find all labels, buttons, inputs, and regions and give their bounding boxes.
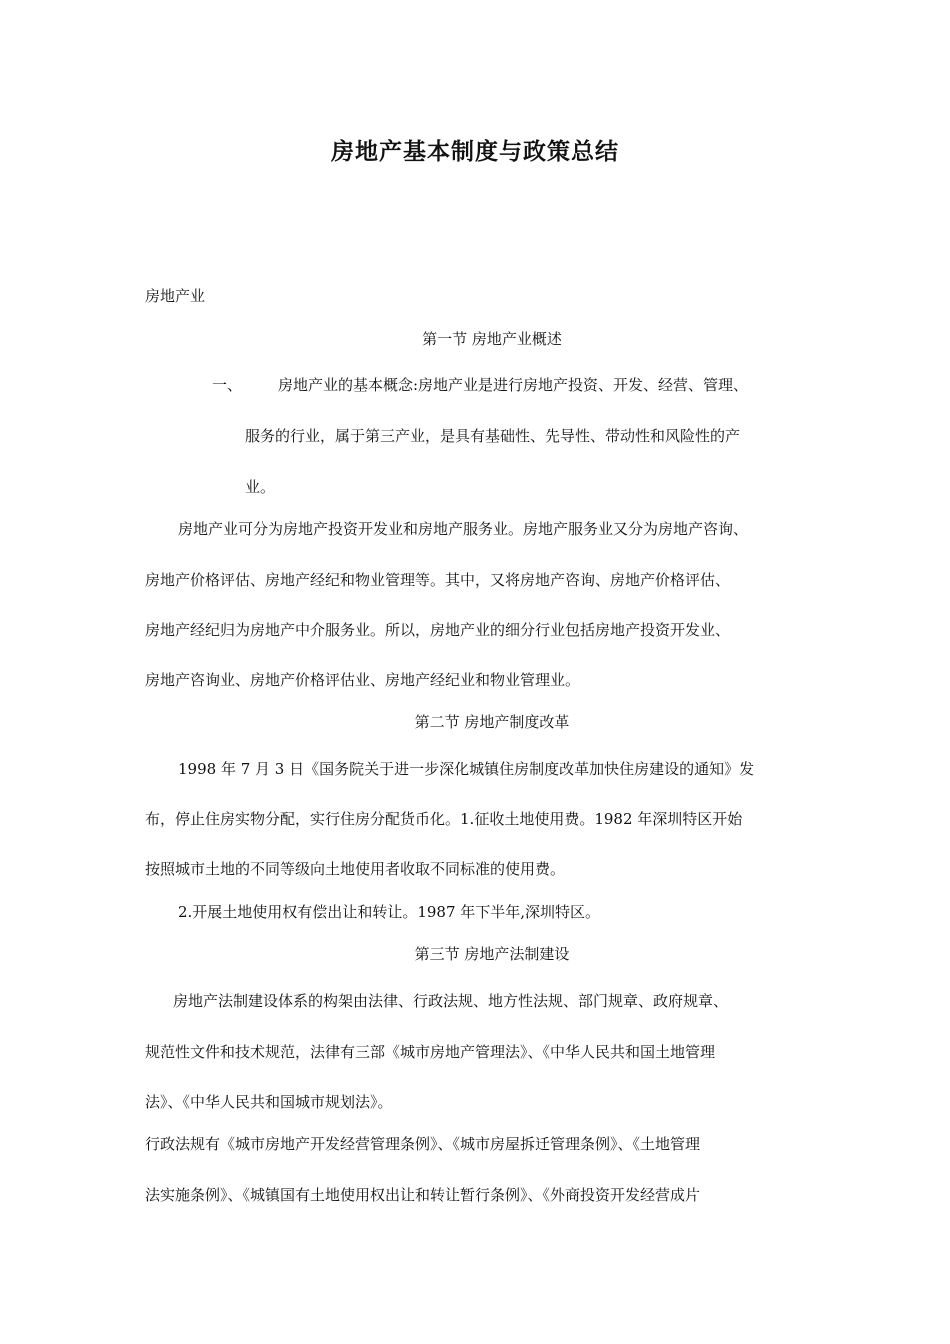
paragraph-line: 布，停止住房实物分配，实行住房分配货币化。1.征收土地使用费。1982 年深圳特区开始 xyxy=(145,810,743,828)
paragraph-line: 1998 年 7 月 3 日《国务院关于进一步深化城镇住房制度改革加快住房建设的通知》发 xyxy=(178,760,755,778)
paragraph-line: 房地产经纪归为房地产中介服务业。所以，房地产业的细分行业包括房地产投资开发业、 xyxy=(145,621,731,639)
paragraph-line: 房地产价格评估、房地产经纪和物业管理等。其中，又将房地产咨询、房地产价格评估、 xyxy=(145,571,731,589)
document-title: 房地产基本制度与政策总结 xyxy=(331,138,619,165)
paragraph-line: 房地产业可分为房地产投资开发业和房地产服务业。房地产服务业又分为房地产咨询、 xyxy=(178,520,749,538)
paragraph-line: 行政法规有《城市房地产开发经营管理条例》、《城市房屋拆迁管理条例》、《土地管理 xyxy=(145,1135,701,1153)
item1-line: 业。 xyxy=(245,478,276,496)
item-number: 一、 xyxy=(212,376,243,394)
paragraph-line: 房地产法制建设体系的构架由法律、行政法规、地方性法规、部门规章、政府规章、 xyxy=(173,992,729,1010)
item1-line: 服务的行业，属于第三产业，是具有基础性、先导性、带动性和风险性的产 xyxy=(245,427,741,445)
heading-section-1: 第一节 房地产业概述 xyxy=(422,330,562,348)
paragraph-line: 规范性文件和技术规范，法律有三部《城市房地产管理法》、《中华人民共和国土地管理 xyxy=(145,1043,716,1061)
heading-section-3: 第三节 房地产法制建设 xyxy=(414,945,570,963)
item1-line: 房地产业的基本概念:房地产业是进行房地产投资、开发、经营、管理、 xyxy=(278,376,749,394)
paragraph-line: 法》、《中华人民共和国城市规划法》。 xyxy=(145,1093,393,1111)
paragraph-line: 2.开展土地使用权有偿出让和转让。1987 年下半年,深圳特区。 xyxy=(178,903,601,921)
heading-section-2: 第二节 房地产制度改革 xyxy=(414,713,570,731)
section-label: 房地产业 xyxy=(145,287,206,305)
paragraph-line: 按照城市土地的不同等级向土地使用者收取不同标准的使用费。 xyxy=(145,860,566,878)
paragraph-line: 房地产咨询业、房地产价格评估业、房地产经纪业和物业管理业。 xyxy=(145,671,581,689)
paragraph-line: 法实施条例》、《城镇国有土地使用权出让和转让暂行条例》、《外商投资开发经营成片 xyxy=(145,1186,701,1204)
